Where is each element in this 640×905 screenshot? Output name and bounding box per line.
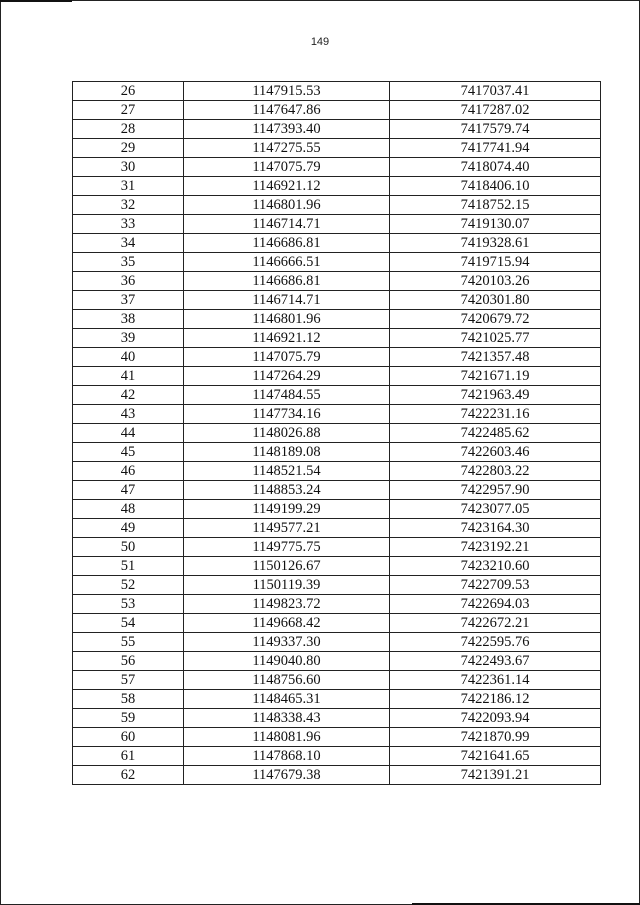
table-row — [73, 424, 601, 443]
table-row — [73, 595, 601, 614]
y-coordinate-cell: 7417741.94 — [390, 139, 601, 158]
y-coordinate-cell: 7422231.16 — [390, 405, 601, 424]
y-coordinate-cell: 7417287.02 — [390, 101, 601, 120]
point-number-cell: 32 — [73, 196, 184, 215]
table-row — [73, 158, 601, 177]
point-number-cell: 57 — [73, 671, 184, 690]
y-coordinate-cell: 7420103.26 — [390, 272, 601, 291]
y-coordinate-cell: 7422485.62 — [390, 424, 601, 443]
x-coordinate-cell: 1148756.60 — [184, 671, 390, 690]
point-number-cell: 35 — [73, 253, 184, 272]
point-number-cell: 60 — [73, 728, 184, 747]
table-row — [73, 82, 601, 101]
table-row — [73, 139, 601, 158]
table-row — [73, 196, 601, 215]
y-coordinate-cell: 7422603.46 — [390, 443, 601, 462]
x-coordinate-cell: 1147275.55 — [184, 139, 390, 158]
y-coordinate-cell: 7422803.22 — [390, 462, 601, 481]
table-row — [73, 348, 601, 367]
point-number-cell: 50 — [73, 538, 184, 557]
x-coordinate-cell: 1147075.79 — [184, 348, 390, 367]
point-number-cell: 29 — [73, 139, 184, 158]
point-number-cell: 47 — [73, 481, 184, 500]
y-coordinate-cell: 7422709.53 — [390, 576, 601, 595]
x-coordinate-cell: 1149337.30 — [184, 633, 390, 652]
x-coordinate-cell: 1148521.54 — [184, 462, 390, 481]
y-coordinate-cell: 7421671.19 — [390, 367, 601, 386]
y-coordinate-cell: 7418074.40 — [390, 158, 601, 177]
point-number-cell: 59 — [73, 709, 184, 728]
table-row — [73, 709, 601, 728]
table-row — [73, 405, 601, 424]
point-number-cell: 45 — [73, 443, 184, 462]
x-coordinate-cell: 1147647.86 — [184, 101, 390, 120]
point-number-cell: 27 — [73, 101, 184, 120]
table-row — [73, 215, 601, 234]
y-coordinate-cell: 7421391.21 — [390, 766, 601, 785]
table-row — [73, 272, 601, 291]
table-row — [73, 310, 601, 329]
table-row — [73, 481, 601, 500]
point-number-cell: 37 — [73, 291, 184, 310]
table-row — [73, 614, 601, 633]
scan-edge-top — [0, 0, 72, 2]
point-number-cell: 43 — [73, 405, 184, 424]
y-coordinate-cell: 7422186.12 — [390, 690, 601, 709]
x-coordinate-cell: 1146686.81 — [184, 234, 390, 253]
x-coordinate-cell: 1148081.96 — [184, 728, 390, 747]
point-number-cell: 53 — [73, 595, 184, 614]
y-coordinate-cell: 7422957.90 — [390, 481, 601, 500]
x-coordinate-cell: 1146686.81 — [184, 272, 390, 291]
x-coordinate-cell: 1146714.71 — [184, 291, 390, 310]
table-row — [73, 101, 601, 120]
x-coordinate-cell: 1146714.71 — [184, 215, 390, 234]
y-coordinate-cell: 7422093.94 — [390, 709, 601, 728]
x-coordinate-cell: 1146921.12 — [184, 177, 390, 196]
y-coordinate-cell: 7420679.72 — [390, 310, 601, 329]
x-coordinate-cell: 1147915.53 — [184, 82, 390, 101]
table-row — [73, 766, 601, 785]
page-number: 149 — [310, 36, 330, 48]
x-coordinate-cell: 1147393.40 — [184, 120, 390, 139]
point-number-cell: 55 — [73, 633, 184, 652]
x-coordinate-cell: 1150126.67 — [184, 557, 390, 576]
x-coordinate-cell: 1147734.16 — [184, 405, 390, 424]
y-coordinate-cell: 7423164.30 — [390, 519, 601, 538]
point-number-cell: 54 — [73, 614, 184, 633]
point-number-cell: 49 — [73, 519, 184, 538]
point-number-cell: 34 — [73, 234, 184, 253]
y-coordinate-cell: 7423210.60 — [390, 557, 601, 576]
x-coordinate-cell: 1147264.29 — [184, 367, 390, 386]
table-row — [73, 690, 601, 709]
y-coordinate-cell: 7423192.21 — [390, 538, 601, 557]
x-coordinate-cell: 1148338.43 — [184, 709, 390, 728]
point-number-cell: 40 — [73, 348, 184, 367]
point-number-cell: 42 — [73, 386, 184, 405]
x-coordinate-cell: 1146666.51 — [184, 253, 390, 272]
y-coordinate-cell: 7421641.65 — [390, 747, 601, 766]
x-coordinate-cell: 1146801.96 — [184, 310, 390, 329]
y-coordinate-cell: 7422493.67 — [390, 652, 601, 671]
table-row — [73, 671, 601, 690]
point-number-cell: 31 — [73, 177, 184, 196]
point-number-cell: 39 — [73, 329, 184, 348]
table-row — [73, 747, 601, 766]
table-row — [73, 633, 601, 652]
point-number-cell: 46 — [73, 462, 184, 481]
table-row — [73, 291, 601, 310]
x-coordinate-cell: 1146801.96 — [184, 196, 390, 215]
point-number-cell: 62 — [73, 766, 184, 785]
point-number-cell: 28 — [73, 120, 184, 139]
table-row — [73, 462, 601, 481]
point-number-cell: 48 — [73, 500, 184, 519]
point-number-cell: 61 — [73, 747, 184, 766]
y-coordinate-cell: 7419328.61 — [390, 234, 601, 253]
point-number-cell: 51 — [73, 557, 184, 576]
x-coordinate-cell: 1149577.21 — [184, 519, 390, 538]
table-row — [73, 177, 601, 196]
y-coordinate-cell: 7423077.05 — [390, 500, 601, 519]
table-row — [73, 557, 601, 576]
coordinates-table-body — [73, 82, 601, 785]
y-coordinate-cell: 7417037.41 — [390, 82, 601, 101]
x-coordinate-cell: 1149668.42 — [184, 614, 390, 633]
point-number-cell: 41 — [73, 367, 184, 386]
x-coordinate-cell: 1146921.12 — [184, 329, 390, 348]
x-coordinate-cell: 1148026.88 — [184, 424, 390, 443]
table-row — [73, 367, 601, 386]
point-number-cell: 30 — [73, 158, 184, 177]
point-number-cell: 44 — [73, 424, 184, 443]
x-coordinate-cell: 1147679.38 — [184, 766, 390, 785]
y-coordinate-cell: 7420301.80 — [390, 291, 601, 310]
table-row — [73, 253, 601, 272]
x-coordinate-cell: 1149040.80 — [184, 652, 390, 671]
y-coordinate-cell: 7419130.07 — [390, 215, 601, 234]
y-coordinate-cell: 7422694.03 — [390, 595, 601, 614]
x-coordinate-cell: 1149823.72 — [184, 595, 390, 614]
y-coordinate-cell: 7421025.77 — [390, 329, 601, 348]
x-coordinate-cell: 1148465.31 — [184, 690, 390, 709]
y-coordinate-cell: 7422361.14 — [390, 671, 601, 690]
table-row — [73, 443, 601, 462]
point-number-cell: 38 — [73, 310, 184, 329]
coordinates-table — [72, 81, 601, 785]
table-row — [73, 500, 601, 519]
y-coordinate-cell: 7421963.49 — [390, 386, 601, 405]
table-row — [73, 329, 601, 348]
x-coordinate-cell: 1149775.75 — [184, 538, 390, 557]
y-coordinate-cell: 7422595.76 — [390, 633, 601, 652]
x-coordinate-cell: 1148189.08 — [184, 443, 390, 462]
table-row — [73, 576, 601, 595]
y-coordinate-cell: 7422672.21 — [390, 614, 601, 633]
table-row — [73, 519, 601, 538]
x-coordinate-cell: 1148853.24 — [184, 481, 390, 500]
point-number-cell: 58 — [73, 690, 184, 709]
table-row — [73, 234, 601, 253]
y-coordinate-cell: 7418752.15 — [390, 196, 601, 215]
x-coordinate-cell: 1147868.10 — [184, 747, 390, 766]
point-number-cell: 52 — [73, 576, 184, 595]
y-coordinate-cell: 7421870.99 — [390, 728, 601, 747]
table-row — [73, 386, 601, 405]
point-number-cell: 56 — [73, 652, 184, 671]
y-coordinate-cell: 7418406.10 — [390, 177, 601, 196]
x-coordinate-cell: 1147484.55 — [184, 386, 390, 405]
point-number-cell: 36 — [73, 272, 184, 291]
x-coordinate-cell: 1149199.29 — [184, 500, 390, 519]
x-coordinate-cell: 1150119.39 — [184, 576, 390, 595]
y-coordinate-cell: 7421357.48 — [390, 348, 601, 367]
x-coordinate-cell: 1147075.79 — [184, 158, 390, 177]
table-row — [73, 728, 601, 747]
table-row — [73, 538, 601, 557]
y-coordinate-cell: 7419715.94 — [390, 253, 601, 272]
y-coordinate-cell: 7417579.74 — [390, 120, 601, 139]
point-number-cell: 33 — [73, 215, 184, 234]
table-row — [73, 120, 601, 139]
table-row — [73, 652, 601, 671]
point-number-cell: 26 — [73, 82, 184, 101]
